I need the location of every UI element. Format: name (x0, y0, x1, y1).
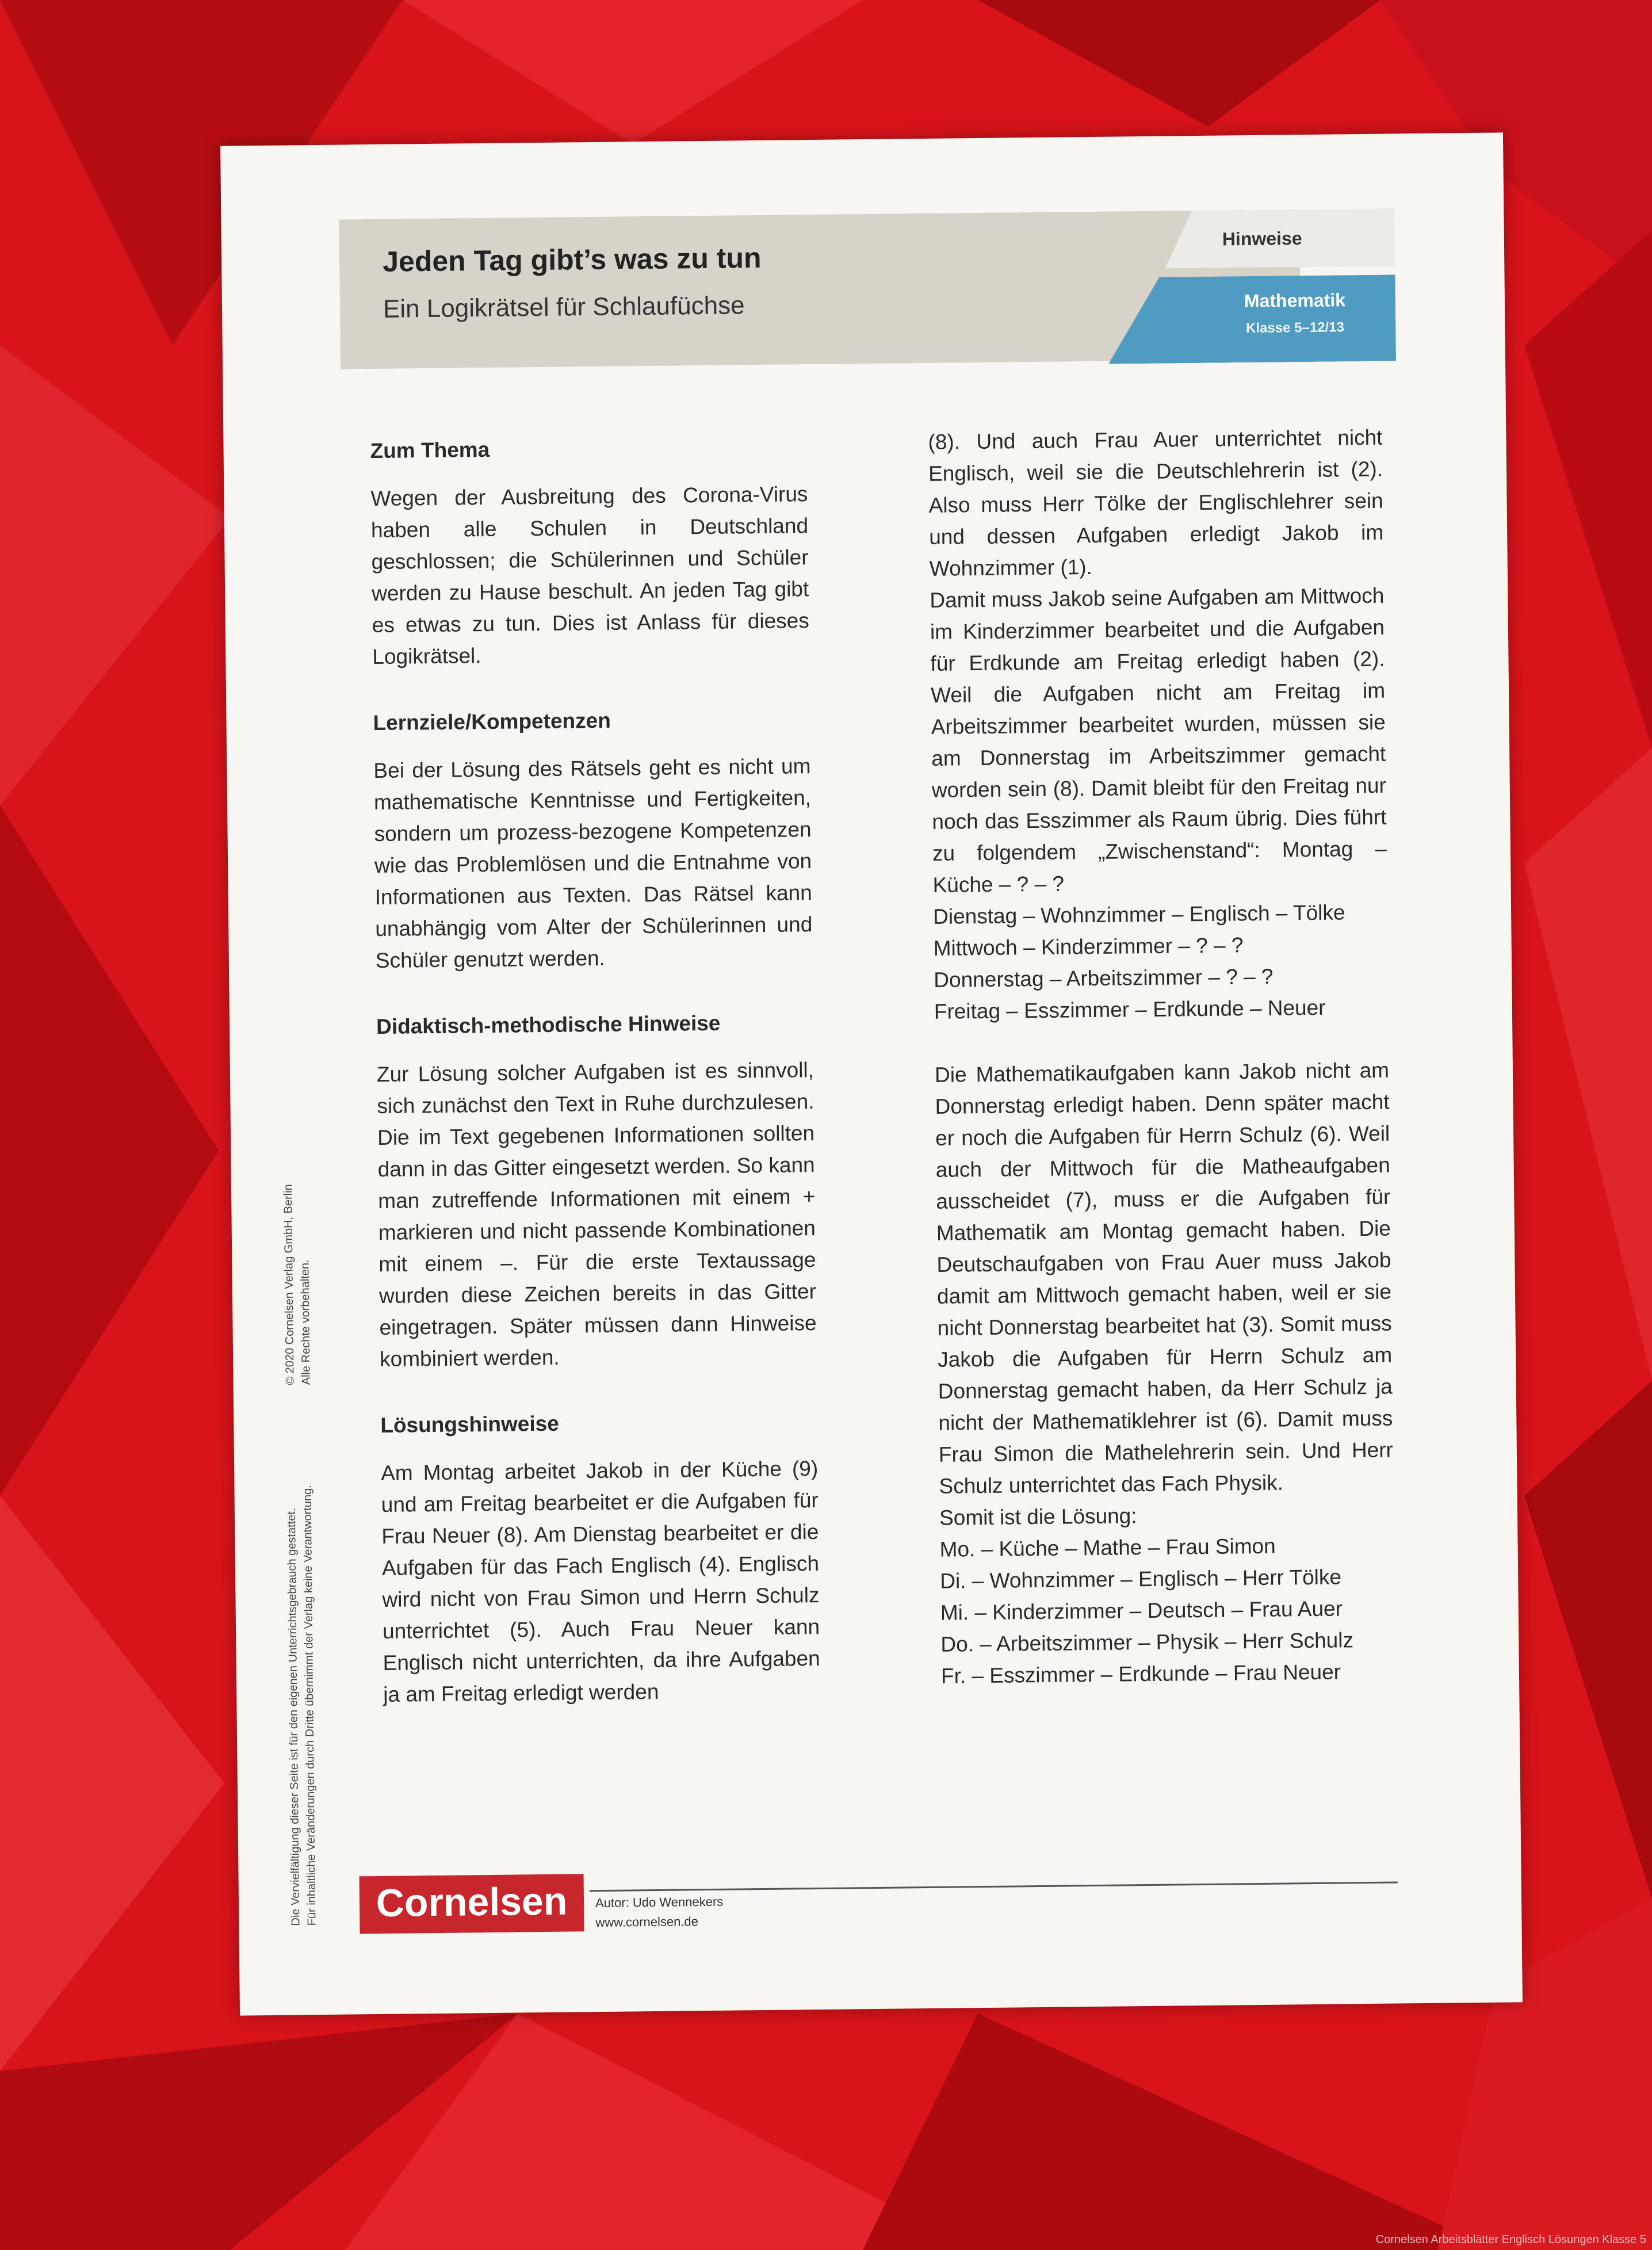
solution-paragraph: Damit muss Jakob seine Aufgaben am Mittwoch im Kinderzimmer bearbeitet und die Aufgaben für Erdkunde am Freitag erledigt haben (2). Weil die Aufgaben nicht am Freitag im Arbeitszimmer bearbeitet wurden, müssen sie am Donnerstag im Arbeitszimmer gemacht worden sein (8). Damit bleibt für den Freitag nur noch das Esszimmer als Raum übrig. Dies führt zu folgendem „Zwischenstand“: Montag – Küche – ? – ? (930, 583, 1387, 897)
document-subtitle: Ein Logikrätsel für Schlaufüchse (383, 291, 745, 323)
section-text: Am Montag arbeitet Jakob in der Küche (9) und am Freitag bearbeitet er die Aufgaben für Frau Neuer (8). Am Dienstag bearbeitet er die Aufgaben für das Fach Englisch (4). Englisch wird nicht von Frau Simon und Herrn Schulz unterrichtet (5). Auch Frau Neuer kann Englisch nicht unterrichten, da ihre Aufgaben ja am Freitag erledigt werden (381, 1457, 820, 1706)
grade-label: Klasse 5–12/13 (1245, 319, 1344, 337)
legal-line: Die Vervielfältigung dieser Seite ist für den eigenen Unterrichtsgebrauch gestattet. (285, 1508, 303, 1926)
interim-line: Donnerstag – Arbeitszimmer – ? – ? (934, 964, 1274, 992)
worksheet-page (220, 132, 1523, 2015)
copyright-note (278, 982, 314, 1385)
subject-label: Mathematik (1244, 289, 1346, 312)
right-column (928, 422, 1395, 1692)
footer-url: www.cornelsen.de (595, 1914, 699, 1930)
interim-line: Dienstag – Wohnzimmer – Englisch – Tölke (932, 900, 1345, 929)
section-heading: Lösungshinweise (380, 1411, 559, 1437)
solution-line: Fr. – Esszimmer – Erdkunde – Frau Neuer (940, 1660, 1341, 1688)
solution-intro: Somit ist die Lösung: (939, 1504, 1137, 1530)
section-text: Zur Lösung solcher Aufgaben ist es sinnvoll, sich zunächst den Text in Ruhe durchzulesen. Die im Text gegebenen Informationen sollten dann in das Gitter eingesetzt werden. So kann man zutreffende Informationen mit einem + markieren und nicht passende Kombinationen mit einem –. Für die erste Textaussage wurden diese Zeichen bereits in das Gitter eingetragen. Später müssen dann Hinweise kombiniert werden. (376, 1058, 817, 1371)
section-heading: Lernziele/Kompetenzen (373, 708, 611, 735)
footer-author: Autor: Udo Wennekers (595, 1894, 724, 1911)
interim-line: Freitag – Esszimmer – Erdkunde – Neuer (934, 995, 1326, 1023)
section-heading: Zum Thema (370, 437, 490, 463)
legal-note (282, 1350, 320, 1926)
copyright-line: © 2020 Cornelsen Verlag GmbH, Berlin (281, 1184, 297, 1385)
solution-line: Di. – Wohnzimmer – Englisch – Herr Tölke (940, 1565, 1342, 1593)
solution-paragraph: Die Mathematikaufgaben kann Jakob nicht am Donnerstag erledigt haben. Denn später macht er noch die Aufgaben für Herrn Schulz (6). Weil auch der Mittwoch für die Matheaufgaben ausscheidet (7), muss er die Aufgaben für Mathematik am Montag gemacht haben. Die Deutschaufgaben von Frau Auer muss Jakob damit am Mittwoch gemacht haben, weil er sie nicht Donnerstag bearbeitet hat (3). Somit muss Jakob die Aufgaben für Herrn Schulz am Donnerstag gemacht haben, da Herr Schulz ja nicht der Mathematiklehrer ist (6). Damit muss Frau Simon die Mathelehrerin sein. Und Herr Schulz unterrichtet das Fach Physik. (934, 1058, 1394, 1498)
section-text: Wegen der Ausbreitung des Corona-Virus haben alle Schulen in Deutschland geschlossen; die Schülerinnen und Schüler werden zu Hause beschult. An jeden Tag gibt es etwas zu tun. Dies ist Anlass für dieses Logikrätsel. (370, 482, 809, 669)
section-heading: Didaktisch-methodische Hinweise (376, 1011, 721, 1039)
cornelsen-logo-text: Cornelsen (376, 1879, 568, 1926)
rights-line: Alle Rechte vorbehalten. (299, 1259, 313, 1385)
legal-line: Für inhaltliche Veränderungen durch Dritte übernimmt der Verlag keine Verantwortung. (301, 1485, 319, 1926)
section-text: Bei der Lösung des Rätsels geht es nicht um mathematische Kenntnisse und Fertigkeiten, sondern um prozess-bezogene Kompetenzen wie das Problemlösen und die Entnahme von Informationen aus Texten. Das Rätsel kann unabhängig vom Alter der Schülerinnen und Schüler genutzt werden. (373, 754, 813, 973)
interim-line: Mittwoch – Kinderzimmer – ? – ? (933, 933, 1244, 960)
left-column (370, 430, 820, 1710)
document-title: Jeden Tag gibt’s was zu tun (382, 241, 762, 278)
hinweise-tab-label: Hinweise (1222, 228, 1302, 250)
solution-line: Do. – Arbeitszimmer – Physik – Herr Schulz (940, 1628, 1354, 1656)
solution-line: Mo. – Küche – Mathe – Frau Simon (939, 1534, 1276, 1561)
solution-line: Mi. – Kinderzimmer – Deutsch – Frau Auer (940, 1596, 1343, 1625)
solution-paragraph: (8). Und auch Frau Auer unterrichtet nicht Englisch, weil sie die Deutschlehrerin ist (2). Also muss Herr Tölke der Englischlehrer sein und dessen Aufgaben erledigt Jakob im Wohnzimmer (1). (928, 425, 1384, 580)
footer-divider (590, 1881, 1398, 1892)
watermark: Cornelsen Arbeitsblätter Englisch Lösungen Klasse 5 (1375, 2233, 1646, 2246)
